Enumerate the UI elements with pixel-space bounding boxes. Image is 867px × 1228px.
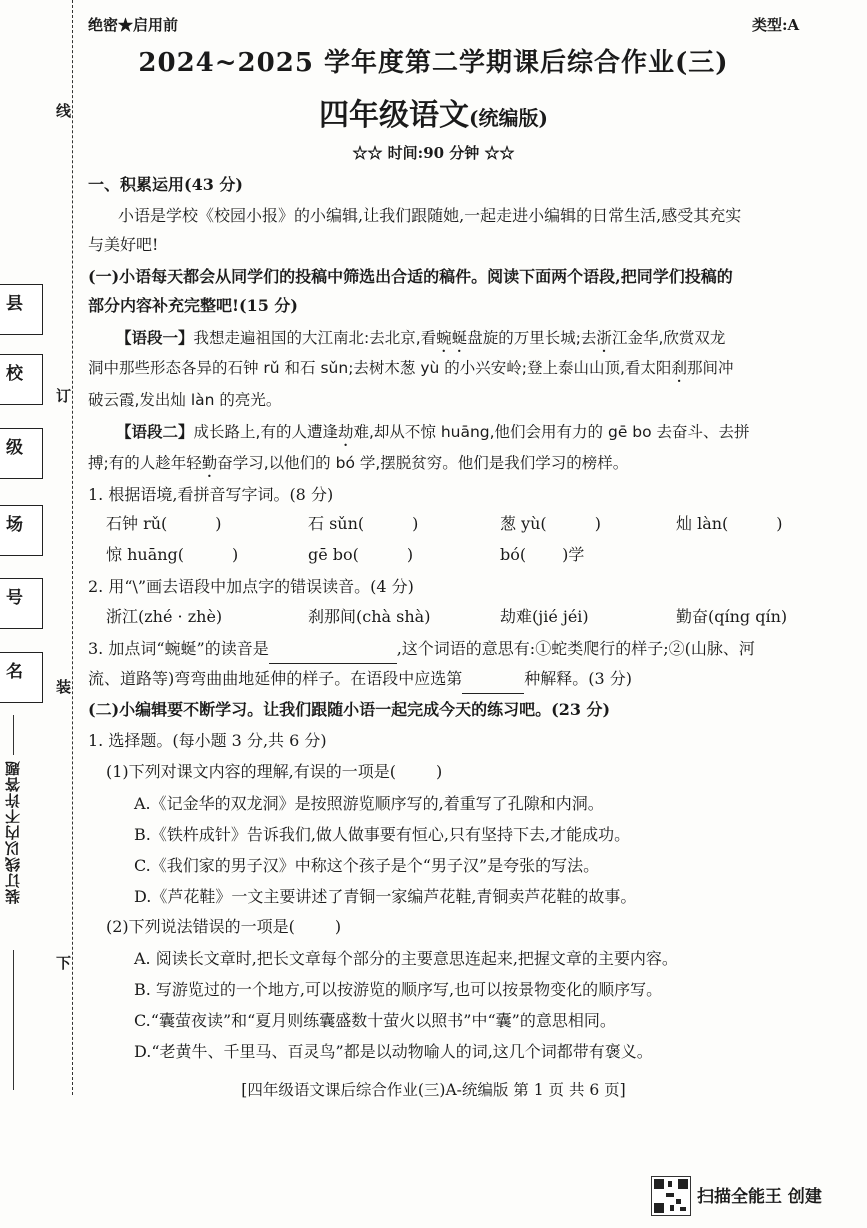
subject: 四年级语文 — [319, 98, 470, 133]
part2-heading: (二)小编辑要不断学习。让我们跟随小语一起完成今天的练习吧。(23 分) — [88, 700, 611, 719]
binding-dashed-line — [72, 0, 73, 1095]
passage2-line: 【语段二】成长路上,有的人遭逢劫难,却从不惊 huāng,他们会用有力的 gē bo 去奋斗、去拼 — [116, 423, 750, 441]
q2-item[interactable]: 勤奋(qíng qín) — [676, 607, 788, 626]
q1-item[interactable]: 石 sǔn( ) — [308, 514, 419, 533]
binding-divider — [13, 715, 14, 755]
part1-heading: 部分内容补充完整吧!(15 分) — [88, 296, 299, 315]
question-3: 3. 加点词“蜿蜒”的读音是 ,这个词语的意思有:①蛇类爬行的样子;②(山脉、河 — [88, 634, 811, 664]
binding-mark-zhuang: 装 — [56, 678, 72, 696]
question-3: 流、道路等)弯弯曲曲地延伸的样子。在语段中应选第 种解释。(3 分) — [88, 664, 811, 694]
passage1-line: 破云霞,发出灿 làn 的亮光。 — [88, 391, 282, 409]
answer-blank[interactable] — [269, 634, 397, 664]
q1-item[interactable]: 石钟 rǔ( ) — [106, 514, 222, 533]
q1-item[interactable]: gē bo( ) — [308, 545, 414, 564]
field-county[interactable]: 县 — [0, 284, 43, 335]
scanner-watermark: 扫描全能王 创建 — [697, 1187, 822, 1207]
passage1-line: 【语段一】我想走遍祖国的大江南北:去北京,看蜿蜒盘旋的万里长城;去浙江金华,欣赏双龙 — [116, 329, 726, 347]
binding-mark-xian: 线 — [56, 102, 72, 120]
exam-title: 2024~2025 学年度第二学期课后综合作业(三) — [138, 48, 729, 78]
time-limit: ☆☆ 时间:90 分钟 ☆☆ — [352, 144, 515, 162]
field-class[interactable]: 级 — [0, 428, 43, 479]
section1-heading: 一、积累运用(43 分) — [88, 175, 243, 194]
field-seat-number[interactable]: 号 — [0, 578, 43, 629]
edition: (统编版) — [469, 106, 548, 130]
qr-code-icon — [651, 1176, 691, 1216]
mc2-stem: (2)下列说法错误的一项是( ) — [106, 912, 811, 941]
answer-slot[interactable] — [295, 912, 335, 941]
field-school[interactable]: 校 — [0, 354, 43, 405]
page-footer: [四年级语文课后综合作业(三)A-统编版 第 1 页 共 6 页] — [241, 1081, 626, 1099]
answer-blank[interactable] — [462, 664, 524, 694]
binding-notice: 装订线以内不许答题 — [4, 760, 22, 904]
q2-item[interactable]: 刹那间(chà shà) — [308, 607, 431, 626]
q2-item[interactable]: 浙江(zhé · zhè) — [106, 607, 223, 626]
mc1-option-c[interactable]: C.《我们家的男子汉》中称这个孩子是个“男子汉”是夸张的写法。 — [134, 856, 600, 875]
type-mark: 类型:A — [752, 16, 800, 34]
field-exam-room[interactable]: 场 — [0, 505, 43, 556]
part1-heading: (一)小语每天都会从同学们的投稿中筛选出合适的稿件。阅读下面两个语段,把同学们投稿的 — [88, 267, 733, 286]
binding-divider — [13, 950, 14, 1090]
q1-item[interactable]: bó( )学 — [500, 545, 585, 564]
field-name[interactable]: 名 — [0, 652, 43, 703]
mc2-option-b[interactable]: B. 写游览过的一个地方,可以按游览的顺序写,也可以按景物变化的顺序写。 — [134, 980, 663, 999]
q1-item[interactable]: 灿 làn( ) — [676, 514, 783, 533]
answer-slot[interactable] — [396, 757, 436, 786]
question-1: 1. 根据语境,看拼音写字词。(8 分) — [88, 485, 334, 504]
mc1-option-a[interactable]: A.《记金华的双龙洞》是按照游览顺序写的,着重写了孔隙和内洞。 — [134, 794, 604, 813]
secret-label: 绝密★启用前 — [88, 16, 179, 34]
question-2: 2. 用“\”画去语段中加点字的错误读音。(4 分) — [88, 577, 414, 596]
mc1-option-b[interactable]: B.《铁杵成针》告诉我们,做人做事要有恒心,只有坚持下去,才能成功。 — [134, 825, 631, 844]
dotted-char: 劫 — [337, 423, 354, 441]
subject-title — [0, 90, 867, 134]
mc2-option-c[interactable]: C.“囊萤夜读”和“夏月则练囊盛数十萤火以照书”中“囊”的意思相同。 — [134, 1011, 616, 1030]
passage1-line: 洞中那些形态各异的石钟 rǔ 和石 sǔn;去树木葱 yù 的小兴安岭;登上泰山山顶,看太阳刹那间冲 — [88, 359, 734, 377]
mc2-option-d[interactable]: D.“老黄牛、千里马、百灵鸟”都是以动物喻人的词,这几个词都带有褒义。 — [134, 1042, 653, 1061]
binding-mark-ding: 订 — [56, 387, 72, 405]
q1-item[interactable]: 葱 yù( ) — [500, 514, 601, 533]
dotted-word: 蜿蜒 — [436, 329, 468, 347]
mc1-stem: (1)下列对课文内容的理解,有误的一项是( ) — [106, 757, 811, 786]
mc1-option-d[interactable]: D.《芦花鞋》一文主要讲述了青铜一家编芦花鞋,青铜卖芦花鞋的故事。 — [134, 887, 637, 906]
dotted-char: 浙 — [596, 329, 612, 347]
q1-item[interactable]: 惊 huāng( ) — [106, 545, 239, 564]
intro-line: 与美好吧! — [88, 235, 159, 254]
binding-mark-xia: 下 — [56, 954, 72, 972]
mc-heading: 1. 选择题。(每小题 3 分,共 6 分) — [88, 731, 327, 750]
intro-line: 小语是学校《校园小报》的小编辑,让我们跟随她,一起走进小编辑的日常生活,感受其充实 — [118, 206, 742, 225]
mc2-option-a[interactable]: A. 阅读长文章时,把长文章每个部分的主要意思连起来,把握文章的主要内容。 — [134, 949, 678, 968]
q2-item[interactable]: 劫难(jié jéi) — [500, 607, 589, 626]
passage2-line: 搏;有的人趁年轻勤奋学习,以他们的 bó 学,摆脱贫穷。他们是我们学习的榜样。 — [88, 454, 629, 472]
dotted-char: 勤 — [201, 454, 218, 472]
dotted-char: 刹 — [671, 359, 687, 377]
